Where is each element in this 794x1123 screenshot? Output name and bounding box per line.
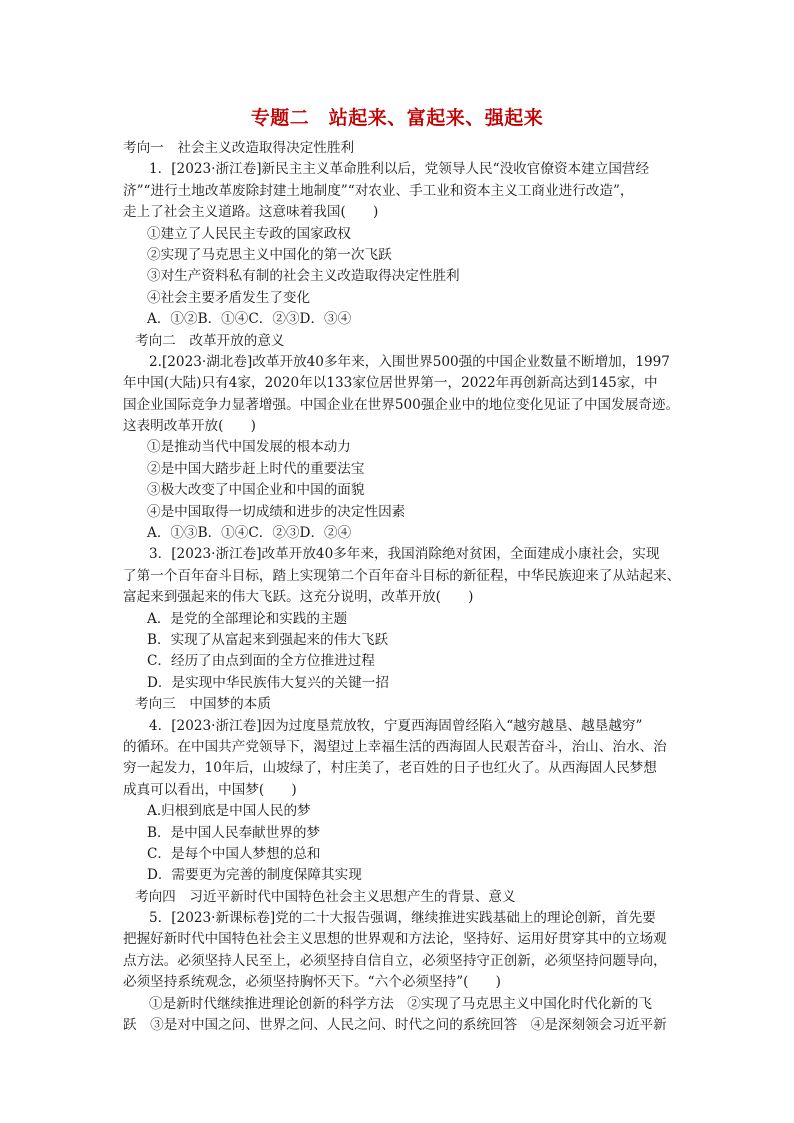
question-text-line: 1．[2023·浙江卷]新民主主义革命胜利以后，党领导人民“没收官僚资本建立国营经 [149, 161, 650, 178]
option-line: A.归根到底是中国人民的梦 [147, 803, 311, 820]
question-text-line: 3．[2023·浙江卷]改革开放40多年来，我国消除绝对贫困，全面建成小康社会，实现 [149, 546, 660, 563]
question-text-line: 年中国(大陆)只有4家，2020年以133家位居世界第一，2022年再创新高达到145家，中 [123, 375, 658, 392]
question-3 [123, 544, 681, 694]
question-text-line: 国企业国际竞争力显著增强。中国企业在世界500强企业中的地位变化见证了中国发展奇迹。 [123, 396, 680, 413]
option-line: ①是推动当代中国发展的根本动力 [147, 439, 351, 456]
answer-choices: A．①②B．①④C．②③D．③④ [147, 311, 352, 328]
section-heading: 考向一 社会主义改造取得决定性胜利 [123, 140, 355, 156]
section-heading: 考向二 改革开放的意义 [135, 332, 285, 349]
option-line: ①建立了人民民主专政的国家政权 [147, 225, 351, 242]
document-body [123, 138, 681, 1036]
option-line: ③极大改变了中国企业和中国的面貌 [147, 482, 365, 499]
question-4 [123, 716, 678, 887]
question-text-line: 穷一起发力，10年后，山坡绿了，村庄美了，老百姓的日子也红火了。从西海固人民梦想 [123, 760, 657, 777]
question-text-line: 济”“进行土地改革废除封建土地制度”“对农业、手工业和资本主义工商业进行改造”， [123, 182, 634, 199]
option-line: D．是实现中华民族伟大复兴的关键一招 [147, 674, 389, 691]
option-line: B．实现了从富起来到强起来的伟大飞跃 [147, 631, 389, 648]
question-1 [123, 159, 678, 330]
option-line: ②是中国大踏步赶上时代的重要法宝 [147, 460, 365, 477]
section-heading: 考向四 习近平新时代中国特色社会主义思想产生的背景、意义 [135, 888, 516, 905]
question-text-line: 走上了社会主义道路。这意味着我国( ) [123, 204, 379, 221]
question-text-line: 的循环。在中国共产党领导下，渴望过上幸福生活的西海固人民艰苦奋斗，治山、治水、治 [123, 738, 667, 755]
statement-line: ①是新时代继续推进理论创新的科学方法 ②实现了马克思主义中国化时代化新的飞 [149, 995, 652, 1012]
question-text-line: 5．[2023·新课标卷]党的二十大报告强调，继续推进实践基础上的理论创新，首先要 [149, 910, 656, 927]
question-2 [123, 352, 678, 545]
question-text-line: 4．[2023·浙江卷]因为过度垦荒放牧，宁夏西海固曾经陷入“越穷越垦、越垦越穷” [149, 717, 643, 734]
section-heading: 考向三 中国梦的本质 [135, 696, 271, 713]
answer-choices: A．①③B．①④C．②③D．②④ [147, 525, 352, 542]
option-line: ④是中国取得一切成绩和进步的决定性因素 [147, 503, 406, 520]
option-line: ②实现了马克思主义中国化的第一次飞跃 [147, 246, 392, 263]
page-title: 专题二 站起来、富起来、强起来 [250, 107, 544, 129]
option-line: ④社会主要矛盾发生了变化 [147, 289, 311, 306]
option-line: C．是每个中国人梦想的总和 [147, 845, 321, 862]
question-text-line: 富起来到强起来的伟大飞跃。这充分说明，改革开放( ) [123, 589, 474, 606]
question-text-line: 点方法。必须坚持人民至上，必须坚持自信自立，必须坚持守正创新，必须坚持问题导向， [123, 952, 667, 969]
question-text-line: 这表明改革开放( ) [123, 418, 256, 435]
statement-line: 跃 ③是对中国之问、世界之问、人民之问、时代之问的系统回答 ④是深刻领会习近平新 [123, 1017, 667, 1034]
question-text-line: 把握好新时代中国特色社会主义思想的世界观和方法论，坚持好、运用好贯穿其中的立场观 [123, 931, 667, 948]
option-line: C．经历了由点到面的全方位推进过程 [147, 653, 375, 670]
question-text-line: 2.[2023·湖北卷]改革开放40多年来，入围世界500强的中国企业数量不断增加，1997 [149, 353, 670, 370]
option-line: D．需要更为完善的制度保障其实现 [147, 867, 362, 884]
option-line: A．是党的全部理论和实践的主题 [147, 610, 348, 627]
option-line: ③对生产资料私有制的社会主义改造取得决定性胜利 [147, 268, 460, 285]
question-text-line: 必须坚持系统观念，必须坚持胸怀天下。“六个必须坚持”( ) [123, 974, 501, 991]
question-text-line: 成真可以看出，中国梦( ) [123, 781, 297, 798]
question-text-line: 了第一个百年奋斗目标，踏上实现第二个百年奋斗目标的新征程，中华民族迎来了从站起来、 [123, 567, 681, 584]
question-5 [123, 908, 678, 1036]
option-line: B．是中国人民奉献世界的梦 [147, 824, 321, 841]
